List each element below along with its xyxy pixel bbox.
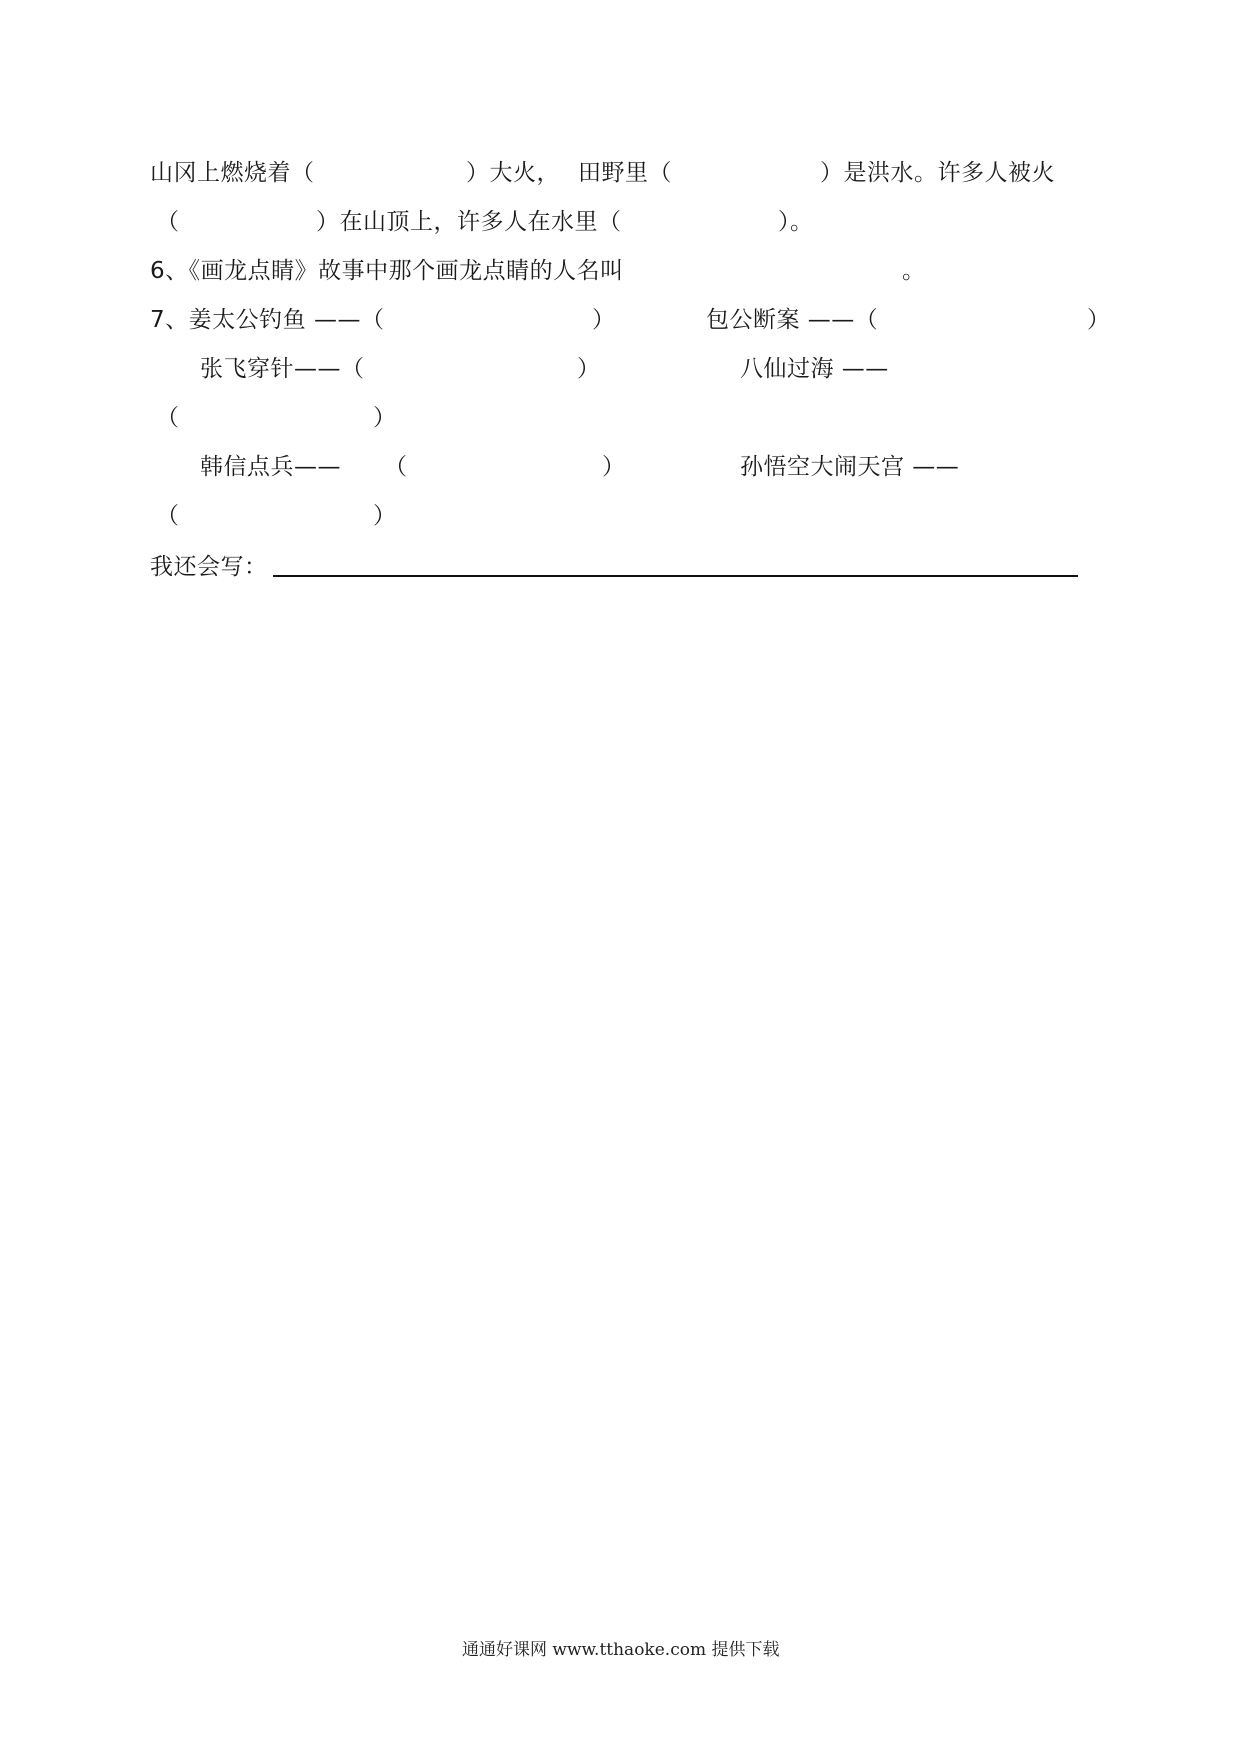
footer-source: 通通好课网 www.tthaoke.com 提供下载 bbox=[462, 1640, 780, 1660]
q7-ba-xian: 八仙过海 —— bbox=[740, 356, 889, 382]
q7-row4-left-open: （ bbox=[384, 454, 408, 480]
writing-answer-line bbox=[273, 575, 1078, 577]
q5-line2-middle: ）在山顶上，许多人在水里（ bbox=[316, 209, 622, 235]
q5-line1-field: 田野里（ bbox=[578, 160, 672, 186]
q5-line2-end: ）。 bbox=[778, 209, 814, 235]
q5-line1-start: 山冈上燃烧着（ bbox=[150, 160, 315, 186]
q7-row3-open: （ bbox=[156, 405, 180, 431]
q7-row5-open: （ bbox=[156, 503, 180, 529]
q7-row1-right-close: ） bbox=[1087, 307, 1111, 333]
q7-zhang-fei: 张飞穿针——（ bbox=[200, 356, 365, 382]
q7-row1-left-close: ） bbox=[592, 307, 616, 333]
q7-row2-left-close: ） bbox=[577, 356, 601, 382]
q7-row3-close: ） bbox=[373, 405, 397, 431]
q7-bao-gong: 包公断案 ——（ bbox=[706, 307, 879, 333]
q7-han-xin: 韩信点兵—— bbox=[200, 454, 341, 480]
q6-end: 。 bbox=[902, 258, 926, 284]
q7-jiang-taigong: 7、姜太公钓鱼 ——（ bbox=[150, 307, 385, 333]
q5-line2-open: （ bbox=[156, 209, 180, 235]
q5-line1-fire: ）大火， bbox=[466, 160, 560, 186]
q6-text: 6、《画龙点睛》故事中那个画龙点睛的人名叫 bbox=[150, 258, 624, 284]
extra-writing-label: 我还会写： bbox=[150, 554, 268, 580]
q5-line1-end: ）是洪水。许多人被火 bbox=[820, 160, 1055, 186]
q7-row5-close: ） bbox=[373, 503, 397, 529]
q7-sun-wukong: 孙悟空大闹天宫 —— bbox=[740, 454, 960, 480]
q7-row4-left-close: ） bbox=[602, 454, 626, 480]
